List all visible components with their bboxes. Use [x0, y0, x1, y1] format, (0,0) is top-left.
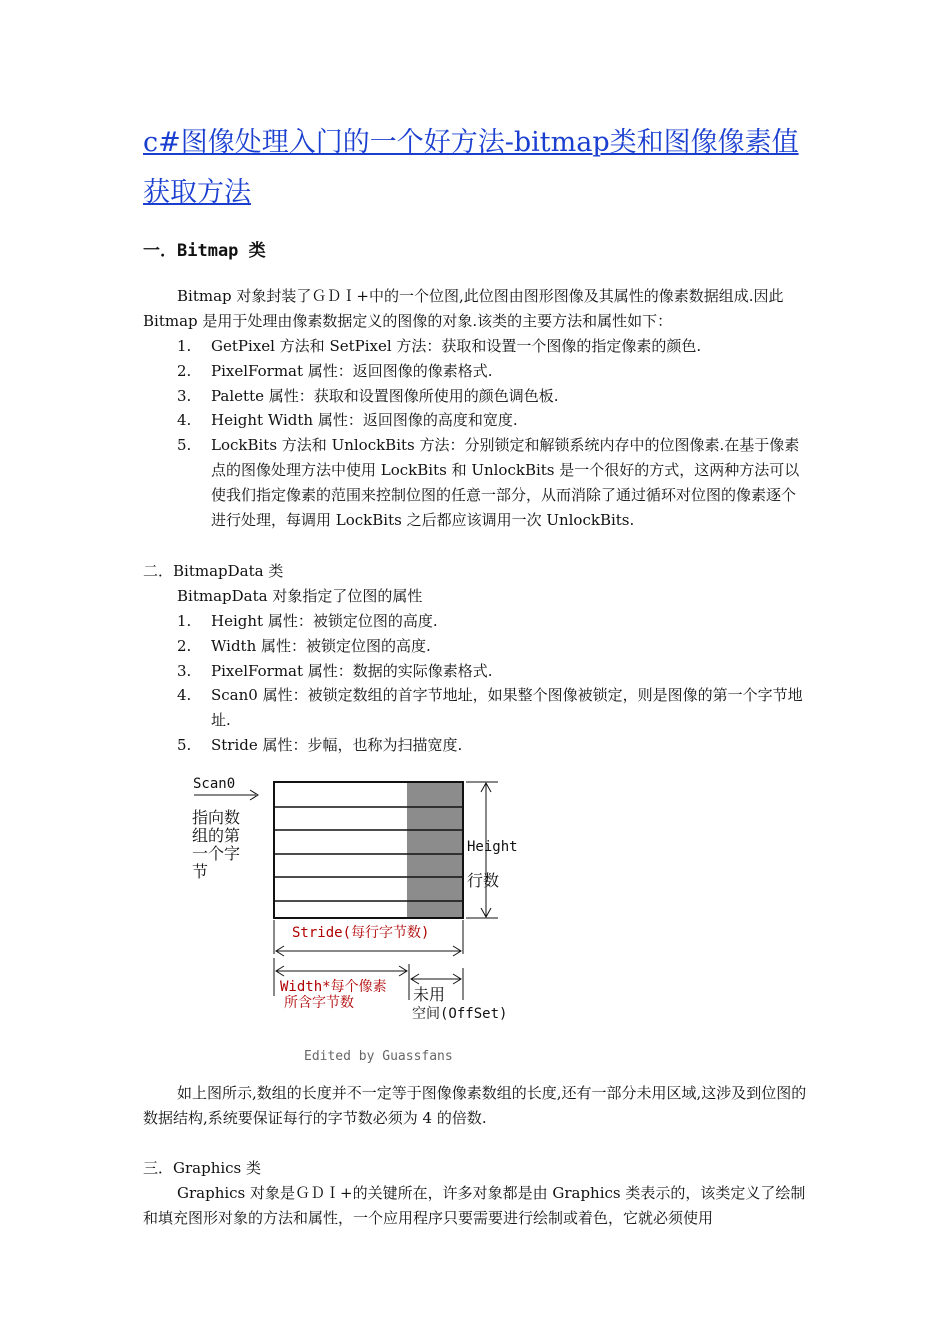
- pointer-line-1: 指向数: [192, 808, 241, 827]
- pointer-line-4: 节: [192, 862, 209, 881]
- list-text: GetPixel 方法和 SetPixel 方法：获取和设置一个图像的指定像素的颜色.: [211, 337, 702, 355]
- list-number: 5.: [177, 735, 192, 754]
- list-item: [143, 433, 807, 532]
- after-diagram-text: 如上图所示,数组的长度并不一定等于图像像素数组的长度,还有一部分未用区域,这涉及到位图的数据结构,系统要保证每行的字节数必须为 4 的倍数.: [143, 1084, 807, 1127]
- list-item: [143, 733, 807, 758]
- list-text: Height 属性：被锁定位图的高度.: [211, 612, 438, 630]
- list-text: Height Width 属性：返回图像的高度和宽度.: [211, 411, 518, 430]
- list-text: Scan0 属性：被锁定数组的首字节地址，如果整个图像被锁定，则是图像的第一个字节地址.: [211, 686, 803, 730]
- list-number: 4.: [177, 686, 192, 705]
- stride-diagram: [180, 768, 540, 1068]
- height-label: Height: [467, 839, 518, 855]
- list-item: [143, 683, 807, 733]
- section2-heading: 二．BitmapData 类: [143, 562, 284, 580]
- section1-list: [143, 334, 807, 532]
- section2-intro: BitmapData 对象指定了位图的属性: [177, 587, 423, 605]
- list-item: [143, 408, 807, 433]
- list-number: 3.: [177, 386, 192, 405]
- list-text: Width 属性：被锁定位图的高度.: [211, 636, 431, 655]
- list-text: Palette 属性：获取和设置图像所使用的颜色调色板.: [211, 386, 559, 405]
- list-number: 3.: [177, 661, 192, 680]
- section3-intro: Graphics 对象是ＧＤＩ+的关键所在，许多对象都是由 Graphics 类表示的，该类定义了绘制和填充图形对象的方法和属性，一个应用程序只要需要进行绘制或着色，它就必须使用: [143, 1184, 806, 1227]
- width-label-2: 所含字节数: [284, 995, 354, 1011]
- list-item: [143, 659, 807, 684]
- diagram-credit: Edited by Guassfans: [304, 1049, 453, 1064]
- padding-column: [407, 782, 463, 918]
- list-number: 1.: [177, 337, 192, 355]
- list-number: 4.: [177, 411, 192, 430]
- list-item: [143, 334, 807, 359]
- list-text: PixelFormat 属性：返回图像的像素格式.: [211, 361, 493, 380]
- section1-heading: 一．Bitmap 类: [143, 241, 266, 261]
- list-text: LockBits 方法和 UnlockBits 方法：分别锁定和解锁系统内存中的位图像素.在基于像素点的图像处理方法中使用 LockBits 和 UnlockBits 是一个很好的方式，这两种方法可以使我们指定像素的范围来控制位图的任意一部分，从而消除了通过循环对位图的像素逐个进行处理，每调用 LockBits 之后都应该调用一次 UnlockBits.: [211, 436, 800, 529]
- unused-label-1: 未用: [413, 985, 446, 1004]
- list-number: 2.: [177, 361, 192, 380]
- width-label-1: Width*每个像素: [280, 979, 387, 995]
- stride-label: Stride(每行字节数): [292, 925, 430, 941]
- section3-heading: 三．Graphics 类: [143, 1159, 262, 1177]
- list-item: [143, 609, 807, 634]
- list-item: [143, 359, 807, 384]
- page-title[interactable]: c#图像处理入门的一个好方法-bitmap类和图像像素值获取方法: [143, 127, 799, 208]
- pointer-line-2: 组的第: [192, 826, 241, 845]
- list-number: 5.: [177, 436, 192, 455]
- section2-list: [143, 609, 807, 758]
- unused-label-2: 空间(OffSet): [412, 1006, 508, 1022]
- list-number: 2.: [177, 636, 192, 655]
- scan0-label: Scan0: [193, 776, 236, 792]
- section1-intro: Bitmap 对象封装了ＧＤＩ+中的一个位图,此位图由图形图像及其属性的像素数据组成.因此 Bitmap 是用于处理由像素数据定义的图像的对象.该类的主要方法和属性如下：: [143, 287, 784, 330]
- pointer-line-3: 一个字: [192, 844, 241, 863]
- rows-label: 行数: [467, 871, 500, 890]
- list-item: [143, 634, 807, 659]
- list-text: Stride 属性：步幅，也称为扫描宽度.: [211, 735, 463, 754]
- list-item: [143, 384, 807, 409]
- list-text: PixelFormat 属性：数据的实际像素格式.: [211, 661, 493, 680]
- list-number: 1.: [177, 612, 192, 630]
